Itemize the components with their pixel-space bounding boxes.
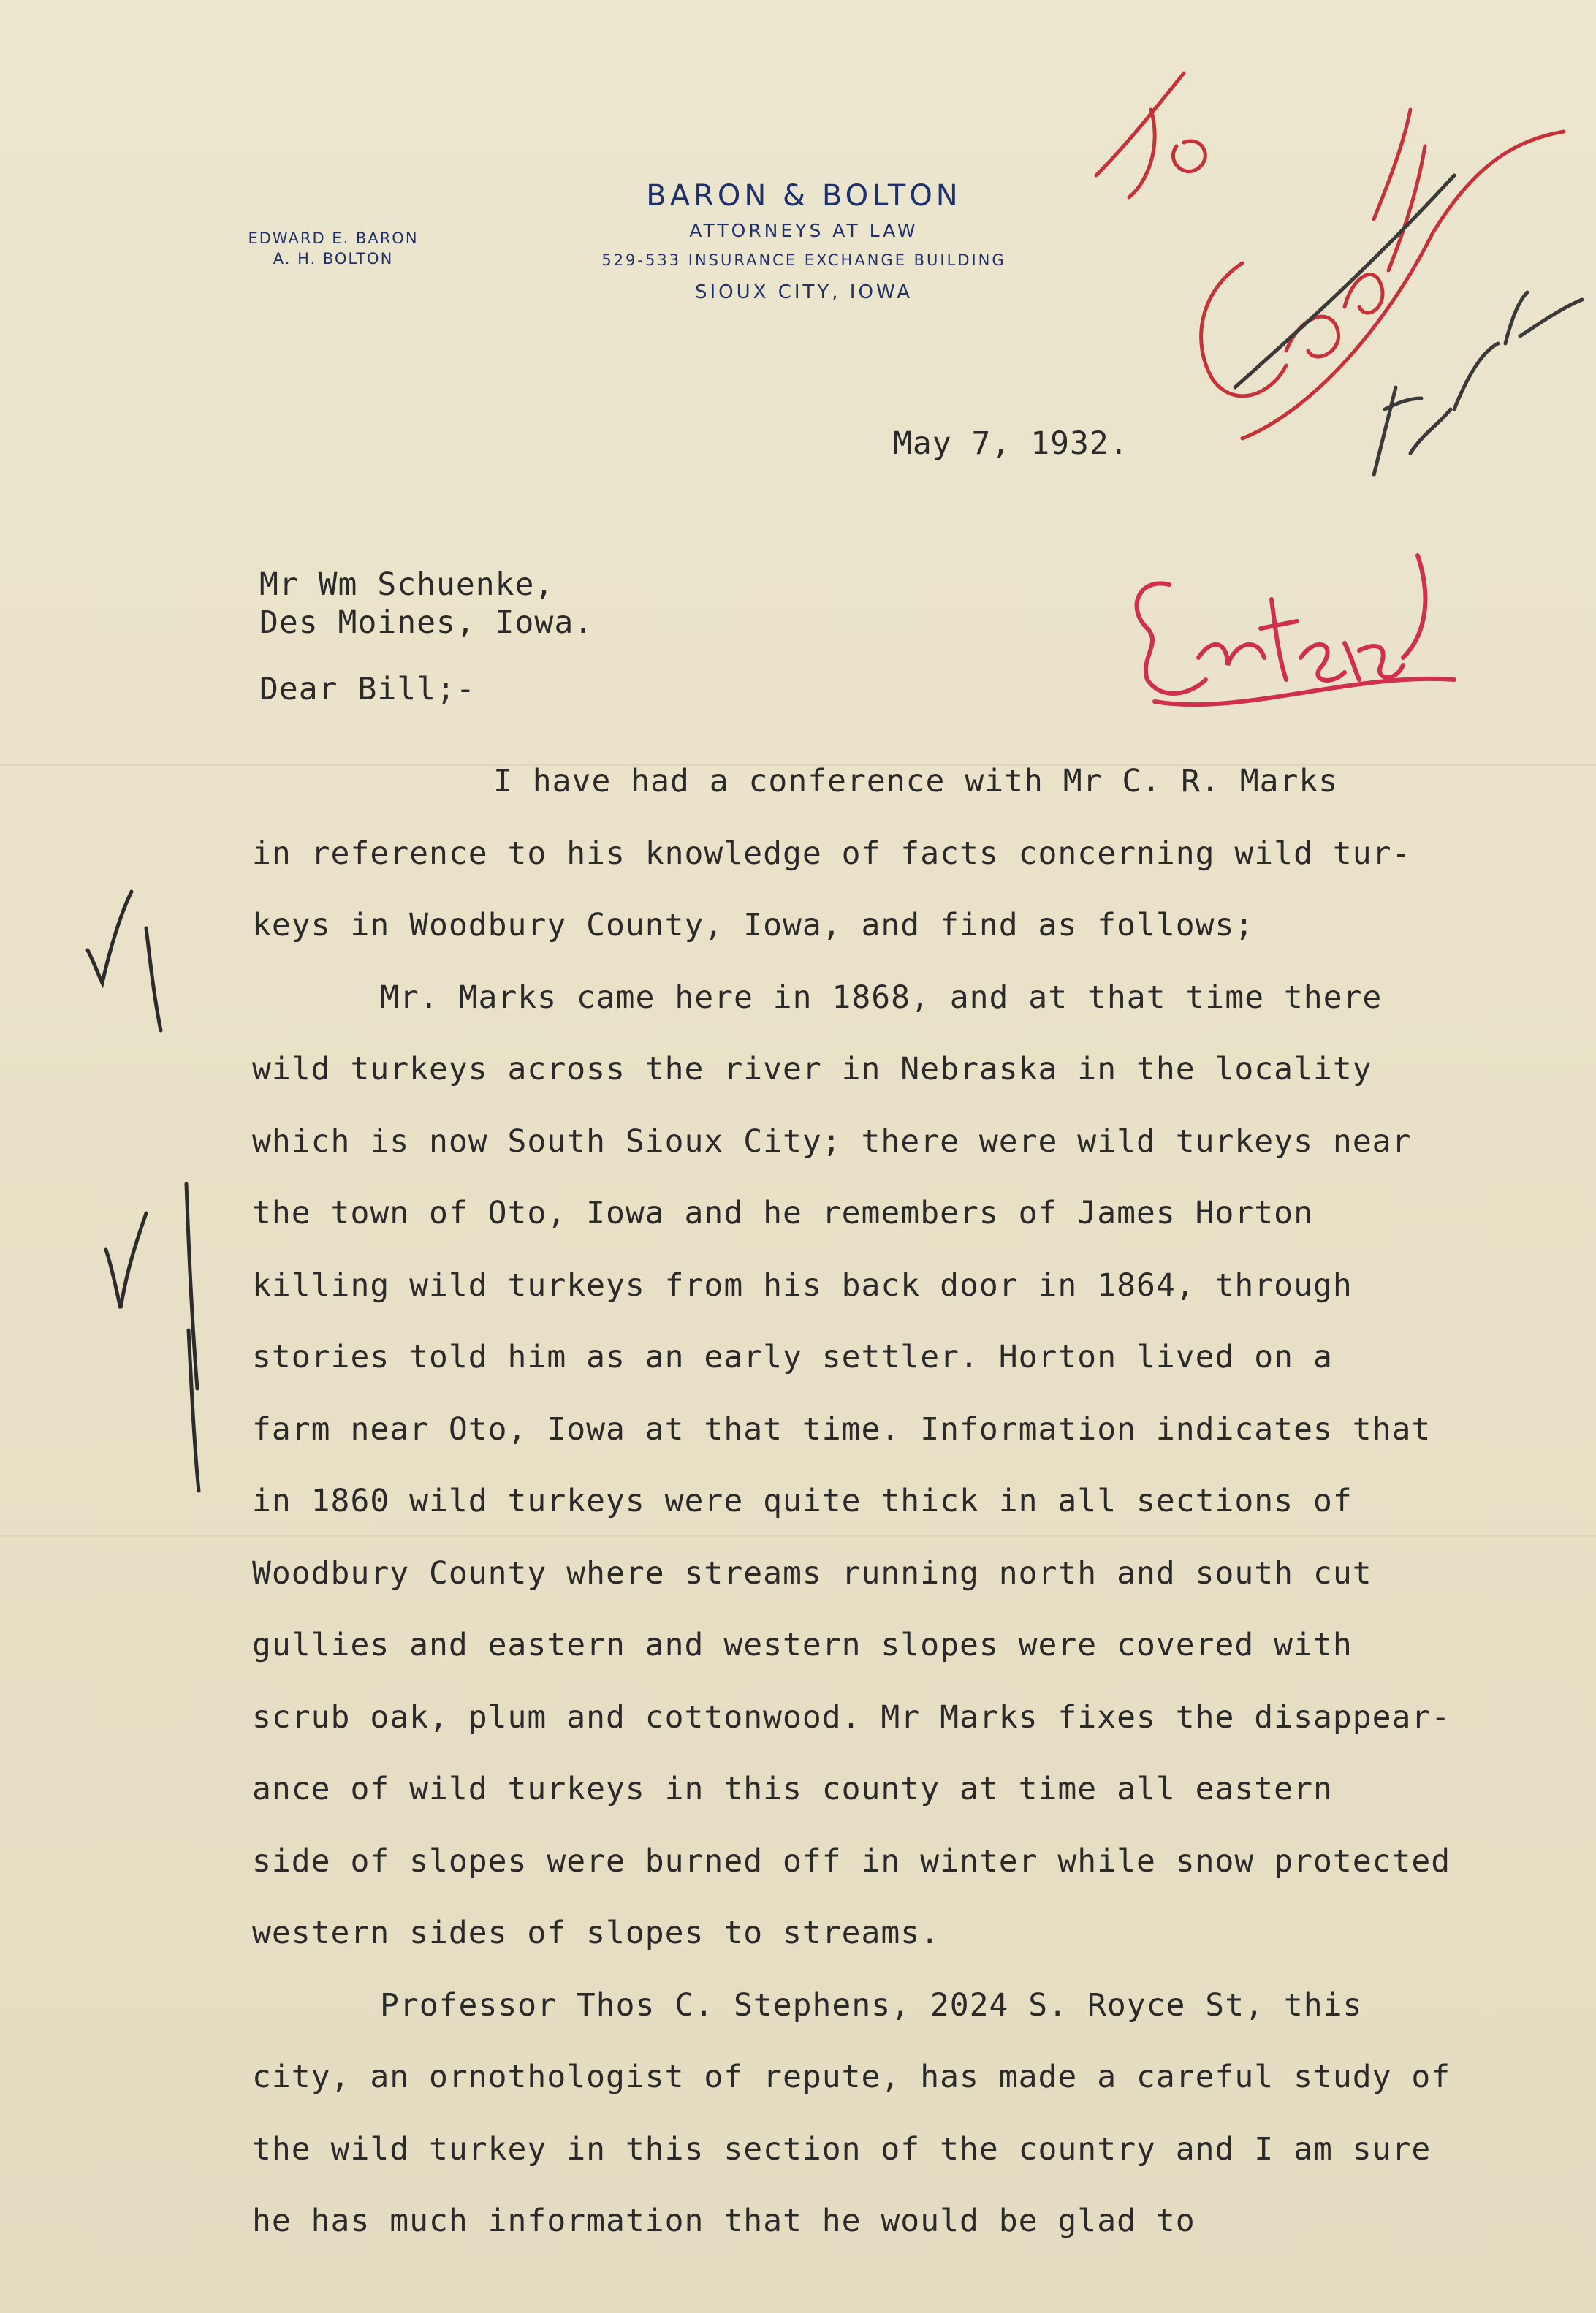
body-line: Woodbury County where streams running north and south cut (252, 1554, 1372, 1592)
body-line: in 1860 wild turkeys were quite thick in all sections of (252, 1483, 1353, 1519)
body-line: wild turkeys across the river in Nebraska in the locality (252, 1051, 1372, 1087)
body-line: ance of wild turkeys in this county at time all eastern (252, 1771, 1333, 1807)
body-line: I have had a conference with Mr C. R. Marks (493, 763, 1339, 800)
pencil-strike (1235, 175, 1454, 387)
firm-name: BARON & BOLTON (646, 179, 962, 213)
body-line: the town of Oto, Iowa and he remembers of James Horton (252, 1195, 1313, 1231)
handwritten-file-iowa (1374, 292, 1582, 475)
salutation: Dear Bill;- (259, 671, 476, 707)
body-line: side of slopes were burned off in winter while snow protected (252, 1842, 1451, 1880)
partner-name: EDWARD E. BARON (248, 229, 419, 247)
body-line: in reference to his knowledge of facts concerning wild tur- (252, 835, 1412, 872)
body-line: Professor Thos C. Stephens, 2024 S. Royce St, this (380, 1986, 1363, 2024)
margin-check-marks (88, 892, 199, 1491)
body-line: stories told him as an early settler. Horton lived on a (252, 1339, 1333, 1375)
body-line: farm near Oto, Iowa at that time. Information indicates that (252, 1410, 1432, 1448)
body-line: scrub oak, plum and cottonwood. Mr Marks fixes the disappear- (252, 1698, 1451, 1736)
recipient-name: Mr Wm Schuenke, (259, 566, 555, 603)
partner-name: A. H. BOLTON (273, 250, 394, 267)
body-line: which is now South Sioux City; there were wild turkeys near (252, 1123, 1412, 1160)
firm-city: SIOUX CITY, IOWA (694, 281, 913, 303)
body-line: keys in Woodbury County, Iowa, and find as follows; (252, 907, 1255, 943)
body-line: he has much information that he would be glad to (252, 2203, 1196, 2239)
body-line: gullies and eastern and western slopes were covered with (252, 1627, 1353, 1663)
handwritten-leopold (1201, 110, 1564, 438)
body-line: western sides of slopes to streams. (252, 1915, 940, 1951)
handwritten-entered (1137, 555, 1454, 704)
body-line: the wild turkey in this section of the country and I am sure (252, 2130, 1432, 2168)
body-line: city, an ornothologist of repute, has made a careful study of (252, 2059, 1451, 2095)
handwritten-to-mark (1096, 73, 1205, 197)
body-line: Mr. Marks came here in 1868, and at that time there (380, 979, 1383, 1016)
letter-date: May 7, 1932. (893, 425, 1129, 462)
firm-address: 529-533 INSURANCE EXCHANGE BUILDING (601, 251, 1006, 269)
firm-profession: ATTORNEYS AT LAW (689, 220, 919, 241)
body-line: killing wild turkeys from his back door in 1864, through (252, 1266, 1353, 1304)
recipient-address: Des Moines, Iowa. (259, 604, 594, 641)
